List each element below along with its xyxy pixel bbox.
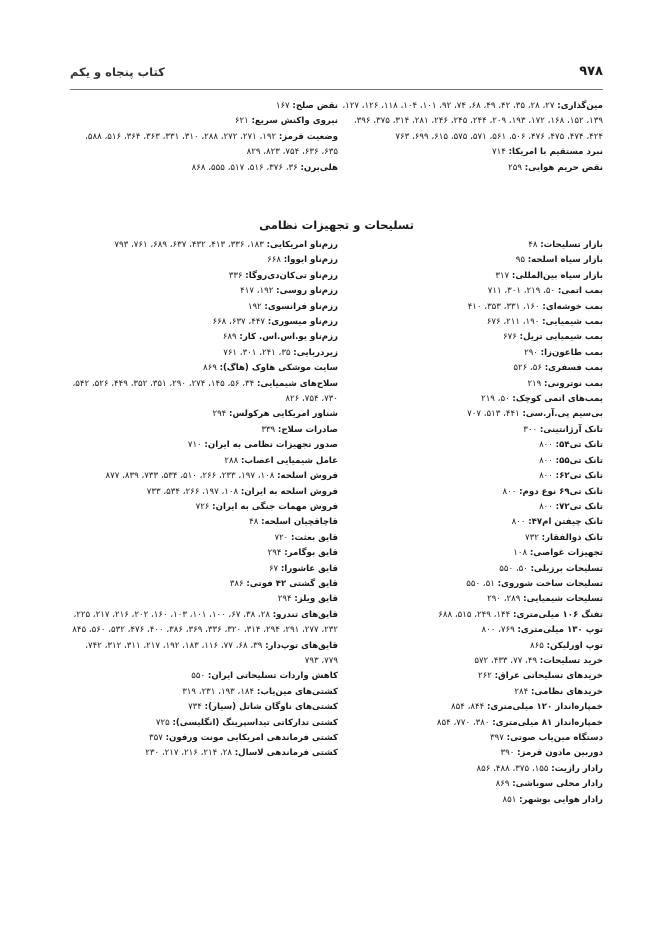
index-term: تسلیحات شیمیایی: [523, 594, 603, 605]
index-entry [341, 300, 603, 315]
index-entry [341, 562, 603, 577]
index-entry [341, 269, 603, 284]
index-entry [341, 515, 603, 530]
index-term: تانک تی۵۴: [555, 440, 603, 451]
index-term: کاهش واردات تسلیحاتی ایران: [207, 671, 338, 682]
index-pages: ۱۹۲ [247, 301, 262, 312]
index-entry [341, 145, 603, 160]
index-entry [70, 562, 338, 577]
index-pages: ۱۸۴، ۱۹۳، ۲۳۱، ۳۱۹ [182, 686, 255, 697]
index-entry [341, 454, 603, 469]
index-term: رزم‌ناو تی‌کان‌دی‌روگا: [245, 270, 338, 281]
index-term: فروش اسلحه به ایران: [240, 486, 338, 497]
index-pages: ۷۱۰ [187, 440, 202, 451]
index-entry [70, 130, 338, 161]
header-divider [70, 89, 603, 90]
index-entry [70, 500, 338, 515]
index-pages: ۴۴۷، ۶۳۷، ۶۶۸ [212, 317, 266, 328]
index-term: دوربین مادون قرمز: [517, 748, 603, 759]
index-term: تانک تی۵۵: [555, 455, 603, 466]
index-entry [341, 284, 603, 299]
index-entry [70, 361, 338, 376]
index-pages: ۳۳۹ [261, 424, 276, 435]
index-pages: ۵۵۰ [191, 671, 206, 682]
index-term: مین‌گذاری: [557, 101, 603, 111]
index-column-main-right [341, 238, 603, 808]
index-term: تانک تی۶۹ نوع دوم: [519, 486, 603, 497]
index-term: تفنگ ۱۰۶ میلی‌متری: [513, 609, 603, 620]
index-pages: ۱۰۸، ۱۹۷، ۲۶۶، ۵۳۴، ۷۳۳ [146, 486, 239, 497]
index-term: رزم‌ناو فرانسوی: [264, 301, 338, 312]
index-term: قایق عاشورا: [280, 563, 338, 574]
index-term: قایق‌های توپ‌دار: [265, 640, 338, 651]
index-pages: ۱۰۸ [513, 548, 528, 559]
index-entry [341, 361, 603, 376]
index-pages: ۲۹۴ [267, 548, 282, 559]
index-term: فروش اسلحه: [277, 471, 338, 482]
index-term: بمب شیمیایی تریل: [519, 332, 603, 343]
index-entry [341, 407, 603, 422]
index-column-main-left [70, 238, 338, 762]
index-entry [70, 700, 338, 715]
index-pages: ۲۶۲ [478, 671, 492, 682]
index-term: کشتی فرماندهی لاسال: [234, 748, 338, 759]
index-entry [341, 346, 603, 361]
index-entry [341, 777, 603, 792]
index-entry [70, 592, 338, 607]
index-term: فروش مهمات جنگی به ایران: [212, 501, 338, 512]
index-entry [70, 253, 338, 268]
index-term: خرید تسلیحات: [539, 655, 603, 666]
index-term: زیردریایی: [293, 347, 338, 358]
index-pages: ۶۶۸ [267, 255, 281, 266]
index-term: هلی‌برن: [300, 162, 338, 173]
index-term: رادار هوایی بوشهر: [519, 794, 603, 805]
index-term: رادار رازیت: [551, 763, 603, 774]
index-entry [70, 377, 338, 408]
index-term: تانک تی۶۲: [555, 471, 603, 482]
index-entry [341, 592, 603, 607]
index-pages: ۳۰۰ [523, 424, 538, 435]
index-term: نقض صلح: [292, 101, 338, 111]
index-pages: ۴۸ [528, 240, 538, 250]
index-pages: ۳۱۷ [495, 270, 510, 281]
index-term: صادرات سلاح: [277, 424, 338, 435]
index-entry [70, 114, 338, 129]
index-term: تسلیحات برزیلی: [530, 563, 603, 574]
index-term: خریدهای تسلیحاتی عراق: [494, 671, 603, 682]
index-term: شناور امریکایی هرکولس: [229, 409, 338, 420]
index-pages: ۲۹۴ [212, 409, 227, 420]
index-entry [341, 746, 603, 761]
index-pages: ۸۰۰ [539, 455, 553, 466]
index-term: خمپاره‌انداز ۸۱ میلی‌متری: [492, 717, 603, 728]
index-entry [341, 762, 603, 777]
index-entry [341, 392, 603, 407]
index-term: خریدهای نظامی: [530, 686, 603, 697]
index-term: تانک چیفتن ام۴۷: [528, 517, 603, 528]
index-pages: ۲۱۹ [527, 378, 542, 389]
index-pages: ۸۶۵ [530, 640, 544, 651]
index-entry [70, 438, 338, 453]
index-entry [341, 438, 603, 453]
index-pages: ۱۹۲، ۲۷۱، ۲۷۲، ۲۸۸، ۳۱۰، ۳۳۱، ۳۶۳، ۳۶۴، ۵۱۶، ۵۸۸، ۶۳۵، ۶۳۶، ۷۵۴، ۸۲۳، ۸۲۹ [85, 131, 338, 158]
index-entry [70, 330, 338, 345]
index-pages: ۳۸۶ [229, 578, 244, 589]
index-pages: ۲۸۸ [224, 455, 239, 466]
index-term: تانک آرژانتینی: [539, 424, 603, 435]
index-pages: ۲۵۹ [508, 162, 522, 173]
index-pages: ۲۸۴ [514, 686, 529, 697]
index-term: توپ اورلیکن: [546, 640, 603, 651]
index-term: کشتی‌های ناوگان شاتل (سیار): [204, 702, 338, 713]
book-title: کتاب پنجاه و یکم [70, 65, 165, 79]
index-entry [70, 238, 338, 253]
index-pages: ۸۰۰ [502, 486, 517, 497]
index-entry [70, 608, 338, 639]
index-pages: ۵۶، ۵۲۶ [513, 363, 542, 374]
index-entry [70, 423, 338, 438]
index-term: توپ ۱۳۰ میلی‌متری: [517, 625, 603, 636]
index-pages: ۲۸، ۳۸، ۶۷، ۱۰۰، ۱۰۱، ۱۰۳، ۱۶۰، ۲۰۲، ۲۱۶، ۲۱۷، ۲۲۵، ۲۳۲، ۲۷۷، ۲۹۱، ۲۹۴، ۳۱۴، ۳۲۰، ۳۳۶، ۳۶۹، ۳۸۶، ۴۰۰، ۴۷۶، ۵۳۲، ۵۶۰، ۸۴۵ [72, 609, 338, 636]
index-column-top-left [70, 99, 338, 176]
index-pages: ۶۸۹ [222, 332, 237, 343]
index-pages: ۸۰۰ [539, 440, 553, 451]
index-pages: ۷۱۴ [491, 147, 506, 158]
index-term: قایق‌های تندرو: [272, 609, 338, 620]
index-entry [70, 284, 338, 299]
index-term: تانک تی۷۲: [555, 501, 603, 512]
index-pages: ۶۷ [268, 563, 279, 574]
index-pages: ۸۴۴، ۸۵۴ [451, 702, 485, 713]
index-term: بی‌سیم پی.آر.سی: [522, 409, 603, 420]
index-term: دستگاه مین‌یاب صوتی: [506, 733, 603, 743]
index-entry [70, 577, 338, 592]
index-term: کشتی‌های مین‌یاب: [256, 686, 338, 697]
index-pages: ۵۰، ۵۵۰ [499, 563, 528, 574]
index-entry [70, 269, 338, 284]
index-entry [341, 577, 603, 592]
index-term: سایت موشکی هاوک (هاگ): [219, 363, 338, 374]
index-pages: ۷۶۹، ۸۰۰ [481, 625, 515, 636]
index-entry [70, 669, 338, 684]
section-heading: تسلیحات و تجهیزات نظامی [259, 218, 414, 232]
index-entry [70, 161, 338, 176]
index-column-top-right [341, 99, 603, 176]
index-term: نبرد مستقیم با امریکا: [508, 147, 603, 158]
index-term: رادار محلی سوباشی: [512, 779, 603, 790]
index-term: قایق بعثت: [291, 532, 338, 543]
index-pages: ۶۲۱ [234, 116, 249, 127]
index-term: خمپاره‌انداز ۱۲۰ میلی‌متری: [487, 702, 603, 713]
index-pages: ۱۹۰، ۲۱۱، ۶۷۶ [486, 317, 540, 328]
index-pages: ۳۶، ۳۷۶، ۵۱۶، ۵۱۷، ۵۵۵، ۸۶۸ [191, 162, 298, 173]
index-term: رزم‌ناو یو.اس.اس. کار: [239, 332, 338, 343]
index-pages: ۱۹۲، ۴۱۷ [240, 286, 274, 297]
index-entry [341, 546, 603, 561]
index-term: صدور تجهیزات نظامی به ایران: [204, 440, 338, 451]
index-pages: ۶۷۶ [503, 332, 517, 343]
index-term: بازار تسلیحات: [540, 240, 603, 250]
index-pages: ۸۰۰ [511, 517, 526, 528]
index-entry [341, 500, 603, 515]
index-entry [341, 485, 603, 500]
index-term: بمب اتمی: [557, 286, 603, 297]
index-pages: ۵۱، ۵۵۰ [466, 578, 495, 589]
index-entry [341, 253, 603, 268]
index-pages: ۳۳۶ [228, 270, 243, 281]
index-entry [341, 161, 603, 176]
index-entry [70, 469, 338, 484]
index-pages: ۲۹۴ [277, 594, 292, 605]
index-entry [70, 731, 338, 746]
index-entry [70, 300, 338, 315]
index-entry [341, 716, 603, 731]
index-term: قاچاقچیان اسلحه: [261, 517, 338, 528]
index-pages: ۳۹، ۶۸، ۷۷، ۱۱۶، ۱۸۳، ۱۹۲، ۲۱۷، ۳۱۱، ۳۱۲، ۷۴۲، ۷۷۹، ۷۹۳ [85, 640, 338, 666]
index-entry [341, 685, 603, 700]
index-entry [341, 623, 603, 638]
index-entry [70, 531, 338, 546]
index-entry [70, 454, 338, 469]
index-entry [341, 377, 603, 392]
index-term: قایق گشتی ۴۲ فوتی: [246, 578, 338, 589]
index-pages: ۸۵۱ [502, 794, 517, 805]
index-entry [341, 99, 603, 145]
index-term: بازار سیاه بین‌المللی: [511, 270, 603, 281]
index-pages: ۲۸۹، ۲۹۰ [487, 594, 521, 605]
index-entry [70, 407, 338, 422]
index-pages: ۴۴۱، ۵۱۳، ۷۰۷ [467, 409, 520, 420]
index-pages: ۱۰۸، ۱۹۷، ۲۳۳، ۲۶۶، ۵۱۰، ۵۳۴، ۷۳۳، ۸۳۹، ۸۷۷ [105, 471, 275, 482]
index-entry [70, 685, 338, 700]
index-pages: ۳۹۰ [500, 748, 515, 759]
index-pages: ۱۶۰، ۳۳۱، ۳۵۳، ۴۱۰ [467, 301, 540, 312]
index-term: تسلیحات ساخت شوروی: [497, 578, 603, 589]
index-term: تجهیزات غواصی: [529, 548, 603, 559]
index-entry [341, 793, 603, 808]
index-term: رزم‌ناو میسوری: [267, 317, 338, 328]
index-term: کشتی فرماندهی امریکایی مونت ورفون: [165, 733, 338, 743]
index-pages: ۹۵ [515, 255, 525, 266]
index-term: بمب فسفری: [544, 363, 603, 374]
index-term: قایق ویلز: [294, 594, 338, 605]
index-entry [70, 716, 338, 731]
index-pages: ۵۰، ۲۱۹، ۳۰۱، ۷۱۱ [487, 286, 556, 297]
index-entry [341, 423, 603, 438]
index-pages: ۴۸ [249, 517, 259, 528]
index-pages: ۳۴، ۵۶، ۱۴۵، ۲۷۴، ۲۹۰، ۳۵۱، ۳۵۲، ۴۴۹، ۵۲۶، ۵۴۲، ۷۳۰، ۷۵۴، ۸۲۶ [72, 378, 338, 405]
index-entry [70, 485, 338, 500]
index-term: بمب شیمیایی: [542, 317, 603, 328]
index-pages: ۷۳۲ [525, 532, 539, 543]
index-entry [341, 608, 603, 623]
index-entry [341, 238, 603, 253]
index-term: بمب‌های اتمی کوچک: [512, 394, 603, 405]
index-term: کشتی تدارکاتی تیداسپرینگ (انگلیسی): [172, 717, 338, 728]
index-entry [70, 746, 338, 761]
running-header [70, 64, 603, 88]
index-pages: ۲۷، ۲۸، ۳۵، ۴۲، ۴۹، ۶۸، ۷۴، ۹۲، ۱۰۱، ۱۰۴، ۱۱۸، ۱۲۶، ۱۲۷، ۱۳۹، ۱۵۲، ۱۶۸، ۱۷۲، ۱۹۳، ۲۰۹، ۲۴۴، ۲۴۵، ۲۴۶، ۲۸۱، ۳۱۴، ۳۷۵، ۳۹۶، ۴۲۴، ۴۷۴، ۴۷۵، ۴۷۶، ۵۰۶، ۵۶۱، ۵۷۱، ۵۷۵، ۶۱۵، ۶۹۹، ۷۶۳ [342, 101, 603, 142]
index-term: وضعیت قرمز: [278, 131, 338, 142]
index-entry [341, 330, 603, 345]
index-term: قایق بوگامر: [284, 548, 338, 559]
index-entry [70, 546, 338, 561]
index-entry [341, 669, 603, 684]
index-term: رزم‌ناو روسی: [276, 286, 338, 297]
index-pages: ۸۰۰ [539, 501, 553, 512]
index-entry [341, 315, 603, 330]
index-term: تانک ذوالفقار: [541, 532, 603, 543]
index-entry [70, 515, 338, 530]
index-pages: ۸۶۹ [495, 779, 510, 790]
index-pages: ۷۲۵ [155, 717, 170, 728]
index-entry [70, 639, 338, 670]
index-pages: ۱۶۷ [275, 101, 290, 111]
index-pages: ۳۵، ۲۴۱، ۳۰۱، ۷۶۱ [223, 347, 291, 358]
index-term: بمب طاعون‌زا: [540, 347, 603, 358]
index-term: بمب خوشه‌ای: [542, 301, 603, 312]
index-pages: ۲۸، ۲۱۴، ۲۱۶، ۲۱۷، ۲۳۰ [145, 748, 232, 759]
index-term: نقض حریم هوایی: [524, 162, 603, 173]
index-pages: ۳۵۷ [149, 733, 163, 743]
index-pages: ۷۲۶ [195, 501, 210, 512]
index-term: رزم‌ناو ایووا: [283, 255, 338, 266]
index-entry [341, 639, 603, 654]
index-term: نیروی واکنش سریع: [251, 116, 338, 127]
page-number: ۹۷۸ [579, 64, 603, 79]
index-pages: ۱۸۳، ۳۳۶، ۴۱۳، ۴۳۲، ۶۳۷، ۶۸۹، ۷۶۱، ۷۹۳ [114, 240, 264, 250]
index-pages: ۸۰۰ [539, 471, 553, 482]
index-pages: ۷۳۴ [188, 702, 202, 713]
index-term: سلاح‌های شیمیایی: [256, 378, 338, 389]
index-term: رزم‌ناو امریکایی: [266, 240, 338, 250]
index-pages: ۵۰، ۲۱۹ [481, 394, 510, 405]
index-pages: ۳۹۷ [490, 733, 504, 743]
index-entry [70, 346, 338, 361]
index-pages: ۳۸۰، ۷۷۰، ۸۵۴ [436, 717, 490, 728]
index-entry [341, 731, 603, 746]
index-entry [341, 469, 603, 484]
index-entry [70, 99, 338, 114]
index-entry [341, 531, 603, 546]
index-entry [341, 654, 603, 669]
index-pages: ۱۵۵، ۳۷۵، ۴۸۸، ۸۵۶ [476, 763, 549, 774]
index-pages: ۱۴۴، ۲۴۹، ۵۱۵، ۶۸۸ [438, 609, 511, 620]
index-pages: ۷۲۰ [274, 532, 289, 543]
index-pages: ۸۶۹ [202, 363, 217, 374]
index-entry [70, 315, 338, 330]
index-pages: ۴۹، ۷۷، ۴۳۳، ۵۷۲ [474, 655, 538, 666]
index-term: بازار سیاه اسلحه: [527, 255, 603, 266]
index-term: عامل شیمیایی اعصاب: [240, 455, 338, 466]
index-term: بمب نوترونی: [544, 378, 603, 389]
index-entry [341, 700, 603, 715]
index-pages: ۲۹۰ [524, 347, 538, 358]
